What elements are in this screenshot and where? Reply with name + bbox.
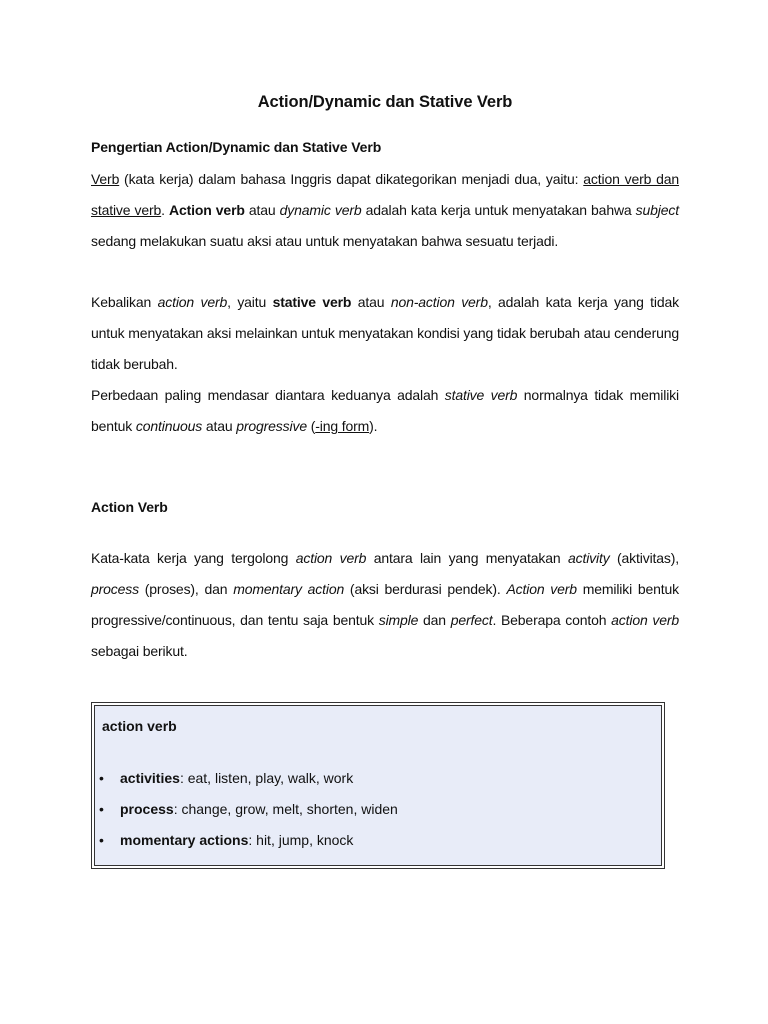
text-span: . Beberapa contoh <box>492 612 612 628</box>
text-span: , yaitu <box>227 294 273 310</box>
text-span: sedang melakukan suatu aksi atau untuk menyatakan bahwa sesuatu terjadi. <box>91 233 559 249</box>
section-heading-action-verb: Action Verb <box>91 499 168 515</box>
section-heading-pengertian: Pengertian Action/Dynamic dan Stative Verb <box>91 139 382 155</box>
text-span: ). <box>369 418 378 434</box>
text-span: . <box>161 202 170 218</box>
text-span: dan <box>418 612 451 628</box>
action-stative-link[interactable]: action verb dan stative verb <box>91 171 680 218</box>
paragraph-difference <box>91 380 679 442</box>
italic-term: Action verb <box>506 581 577 597</box>
list-item-label: activities <box>120 770 180 786</box>
list-item-label: momentary actions <box>120 832 249 848</box>
list-item-text: : eat, listen, play, walk, work <box>179 770 354 786</box>
text-span: Kata-kata kerja yang tergolong <box>91 550 296 566</box>
paragraph-action-verb <box>91 543 679 667</box>
box-title: action verb <box>102 718 177 734</box>
bold-term: Action verb <box>169 202 245 218</box>
bullet-icon: • <box>99 770 104 786</box>
bullet-icon: • <box>99 832 104 848</box>
italic-term: subject <box>635 202 679 218</box>
text-span: adalah kata kerja untuk menyatakan bahwa <box>361 202 636 218</box>
action-verb-box-inner <box>94 705 662 866</box>
list-item-text: : change, grow, melt, shorten, widen <box>173 801 398 817</box>
italic-term: stative verb <box>444 387 518 403</box>
document-title: Action/Dynamic dan Stative Verb <box>257 93 513 111</box>
italic-term: dynamic verb <box>279 202 362 218</box>
italic-term: simple <box>378 612 419 628</box>
bold-term: stative verb <box>272 294 352 310</box>
text-span: atau <box>244 202 280 218</box>
paragraph-stative <box>91 287 679 380</box>
list-item-process <box>95 794 398 825</box>
paragraph-definition <box>91 164 679 257</box>
text-span: antara lain yang menyatakan <box>366 550 568 566</box>
text-span: (proses), dan <box>138 581 234 597</box>
list-item-label: process <box>120 801 174 817</box>
italic-term: action verb <box>295 550 367 566</box>
italic-term: action verb <box>611 612 679 628</box>
italic-term: continuous <box>135 418 203 434</box>
italic-term: action verb <box>157 294 228 310</box>
text-span: (kata kerja) dalam bahasa Inggris dapat dikategorikan menjadi dua, yaitu: <box>119 171 584 187</box>
text-span: sebagai berikut. <box>91 643 188 659</box>
italic-term: momentary action <box>233 581 345 597</box>
text-span: (aktivitas), <box>609 550 680 566</box>
text-span: (aksi berdurasi pendek). <box>344 581 507 597</box>
italic-term: perfect <box>450 612 493 628</box>
text-span: Perbedaan paling mendasar diantara keduanya adalah <box>91 387 445 403</box>
list-item-momentary <box>95 825 398 856</box>
text-span: Kebalikan <box>91 294 158 310</box>
ing-form-link[interactable]: -ing form <box>315 418 370 434</box>
text-span: atau <box>202 418 237 434</box>
action-verb-list <box>95 763 398 856</box>
text-span: atau <box>351 294 391 310</box>
italic-term: non-action verb <box>390 294 488 310</box>
italic-term: progressive <box>236 418 307 434</box>
italic-term: activity <box>567 550 610 566</box>
text-span: normalnya tidak memiliki bentuk <box>91 387 679 434</box>
text-span: , adalah kata kerja yang tidak untuk menyatakan aksi melainkan untuk menyatakan kondisi yang tidak berubah atau cenderung tidak berubah. <box>91 294 679 372</box>
text-span: memiliki bentuk progressive/continuous, dan tentu saja bentuk <box>91 581 679 628</box>
italic-term: process <box>91 581 139 597</box>
text-span: ( <box>306 418 316 434</box>
verb-link[interactable]: Verb <box>91 171 120 187</box>
list-item-activities <box>95 763 398 794</box>
bullet-icon: • <box>99 801 104 817</box>
list-item-text: : hit, jump, knock <box>248 832 354 848</box>
action-verb-box <box>91 702 665 869</box>
